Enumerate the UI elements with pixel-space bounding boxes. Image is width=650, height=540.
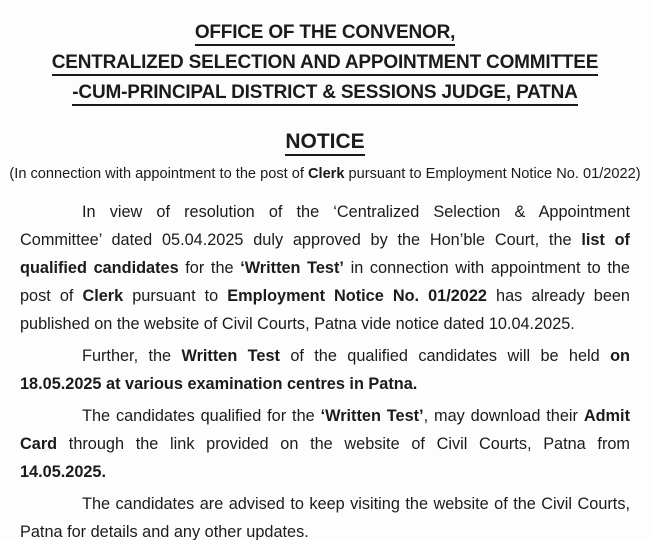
subtitle-text-post: pursuant to Employment Notice No. 01/2022): [344, 166, 641, 182]
p1-bold-clerk: Clerk: [82, 287, 124, 305]
notice-subtitle: [0, 165, 650, 183]
p1-bold-list-of-qualified-candidates: list of qualified candidates: [20, 231, 630, 277]
notice-body: [20, 198, 630, 540]
p3-bold-download-date: 14.05.2025.: [20, 463, 107, 481]
p1-text-8: has already been published on the website of Civil Courts, Patna vide notice dated 10.04.2025.: [20, 287, 630, 333]
paragraph-2: [20, 342, 630, 398]
notice-title-row: [0, 131, 650, 156]
paragraph-4: [20, 490, 630, 540]
p1-text-2: for the: [178, 259, 241, 277]
subtitle-bold-clerk: Clerk: [307, 166, 345, 182]
header-line-1-row: [0, 23, 650, 46]
p2-bold-written-test: Written Test: [181, 347, 280, 365]
paragraph-3: [20, 402, 630, 486]
office-header: [0, 0, 650, 106]
p1-text-6: pursuant to: [123, 287, 228, 305]
p2-bold-exam-date: on 18.05.2025 at various examination centres in Patna.: [20, 347, 630, 393]
notice-title: NOTICE: [285, 131, 364, 156]
p1-text-4: in connection with appointment to the post of: [20, 259, 630, 305]
header-line-2: CENTRALIZED SELECTION AND APPOINTMENT COMMITTEE: [52, 53, 599, 76]
p1-bold-employment-notice: Employment Notice No. 01/2022: [227, 287, 487, 305]
header-line-2-row: [0, 53, 650, 76]
p3-text-0: The candidates qualified for the: [82, 407, 321, 425]
p2-text-2: of the qualified candidates will be held: [279, 347, 611, 365]
p1-text-0: In view of resolution of the ‘Centralized Selection & Appointment Committee’ dated 05.04.2025 duly approved by the Hon’ble Court, the: [20, 203, 630, 249]
p3-text-4: through the link provided on the website of Civil Courts, Patna from: [57, 435, 630, 453]
p4-text-0: The candidates are advised to keep visiting the website of the Civil Courts, Patna for details and any other updates.: [20, 495, 630, 540]
paragraph-1: [20, 198, 630, 338]
p1-bold-written-test: ‘Written Test’: [240, 259, 344, 277]
p3-bold-admit-card: Admit Card: [20, 407, 630, 453]
p3-bold-written-test: ‘Written Test’: [320, 407, 424, 425]
header-line-3: -CUM-PRINCIPAL DISTRICT & SESSIONS JUDGE, PATNA: [72, 83, 577, 106]
subtitle-text-pre: (In connection with appointment to the post of: [9, 166, 308, 182]
header-line-1: OFFICE OF THE CONVENOR,: [195, 23, 455, 46]
header-line-3-row: [0, 83, 650, 106]
p2-text-0: Further, the: [82, 347, 182, 365]
p3-text-2: , may download their: [423, 407, 584, 425]
